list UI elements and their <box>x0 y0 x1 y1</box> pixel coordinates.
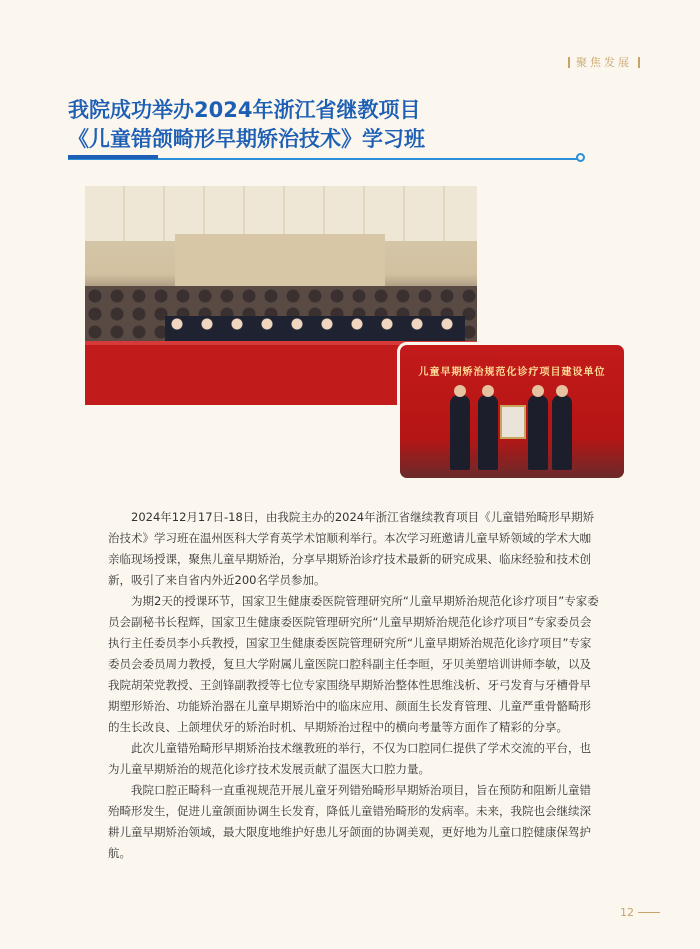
page-number-rule <box>638 912 660 913</box>
title-underline-dot <box>576 153 585 162</box>
section-tag <box>562 54 646 70</box>
ceremony-plaque <box>500 405 526 439</box>
photo-back-wall <box>175 234 385 294</box>
body-paragraph: 此次儿童错殆畸形早期矫治技术继教班的举行，不仅为口腔同仁提供了学术交流的平台，也为儿童早期矫治的规范化诊疗技术发展贡献了温医大口腔力量。 <box>108 741 591 776</box>
article-title-line2: 《儿童错颌畸形早期矫治技术》学习班 <box>68 127 425 151</box>
body-paragraph: 2024年12月17日-18日，由我院主办的2024年浙江省继续教育项目《儿童错殆畸形早期矫治技术》学习班在温州医科大学育英学术馆顺利举行。本次学习班邀请儿童早矫领域的学术大咖亲临现场授课，聚焦儿童早期矫治，分享早期矫治诊疗技术最新的研究成果、临床经验和技术创新，吸引了来自省内外近200名学员参加。 <box>108 510 595 587</box>
body-paragraph: 我院口腔正畸科一直重视规范开展儿童牙列错殆畸形早期矫治项目，旨在预防和阻断儿童错殆畸形发生，促进儿童颌面协调生长发育，降低儿童错殆畸形的发病率。未来，我院也会继续深耕儿童早期矫治领域，最大限度地维护好患儿牙颌面的协调美观，更好地为儿童口腔健康保驾护航。 <box>108 783 591 860</box>
photo-ceiling <box>85 186 477 241</box>
plaque-ceremony-photo <box>397 342 627 481</box>
person-figure <box>450 395 470 470</box>
page-number-text: 12 <box>620 906 634 919</box>
section-tag-label: 聚焦发展 <box>576 56 632 69</box>
section-tag-right-bar <box>638 57 640 68</box>
article-title <box>68 96 648 154</box>
person-figure <box>552 395 572 470</box>
article-body <box>108 507 600 864</box>
title-underline-accent <box>68 155 158 159</box>
body-paragraph: 为期2天的授课环节，国家卫生健康委医院管理研究所“儿童早期矫治规范化诊疗项目”专家委员会副秘书长程辉，国家卫生健康委医院管理研究所“儿童早期矫治规范化诊疗项目”专家委员会执行主任委员李小兵教授，国家卫生健康委医院管理研究所“儿童早期矫治规范化诊疗项目”专家委员会委员周力教授，复旦大学附属儿童医院口腔科副主任李晅，牙贝美塑培训讲师李敏，以及我院胡荣党教授、王剑锋副教授等七位专家围绕早期矫治整体性思维浅析、牙弓发育与牙槽骨早期塑形矫治、功能矫治器在儿童早期矫治中的临床应用、颜面生长发育管理、儿童严重骨骼畸形的生长改良、上颌埋伏牙的矫治时机、早期矫治过程中的横向考量等方面作了精彩的分享。 <box>108 594 599 734</box>
person-figure <box>478 395 498 470</box>
ceremony-banner-text: 儿童早期矫治规范化诊疗项目建设单位 <box>418 367 606 378</box>
article-title-line1: 我院成功举办2024年浙江省继教项目 <box>68 98 421 122</box>
section-tag-left-bar <box>568 57 570 68</box>
page-number <box>620 906 660 919</box>
person-figure <box>528 395 548 470</box>
